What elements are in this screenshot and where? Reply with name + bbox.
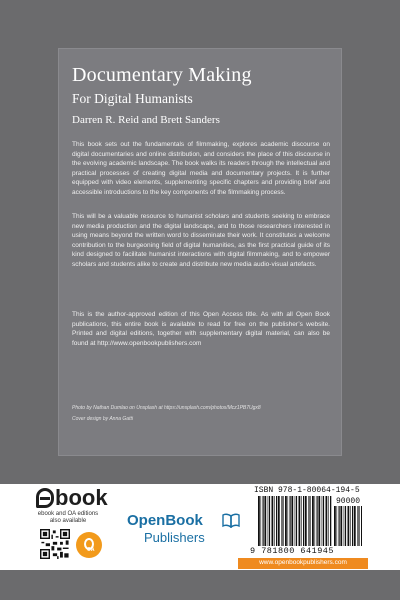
book-title: Documentary Making xyxy=(72,64,252,86)
ebook-logo xyxy=(36,487,108,509)
ebook-subtitle-1: ebook and OA editions xyxy=(37,511,99,517)
photo-credit: Photo by Nathan Dumlao on Unsplash at https://unsplash.com/photos/Mcz1PB7Ugx8 xyxy=(72,405,261,411)
website-link[interactable]: www.openbookpublishers.com xyxy=(259,559,347,566)
qr-code-icon xyxy=(40,529,70,559)
book-subtitle: For Digital Humanists xyxy=(72,91,193,106)
design-credit: Cover design by Anna Gatti xyxy=(72,416,133,422)
isbn-barcode-number: 9 781800 641945 xyxy=(250,546,335,556)
ebook-e-icon xyxy=(36,488,54,508)
publisher-subname: Publishers xyxy=(144,530,205,545)
ebook-label: book xyxy=(55,485,108,510)
ebook-subtitle-2: also available xyxy=(49,518,87,524)
blurb-paragraph-2: This will be a valuable resource to humanist scholars and students seeking to embrace new media production and the digital landscape, and to those researchers interested in using means beyond the written word to disseminate their work. It constitutes a welcome contribution to the burgeoning field of digital humanities, as the first practical guide of its kind designed to facilitate humanist interactions with digital filmmaking, and to empower scholars and students alike to create and distribute new media audio-visual artefacts. xyxy=(72,213,330,268)
barcode-addon-icon xyxy=(334,506,362,546)
open-book-icon xyxy=(222,513,240,528)
barcode-icon xyxy=(258,496,332,546)
isbn-text: ISBN 978-1-80064-194-5 xyxy=(254,486,360,495)
open-access-icon xyxy=(76,532,102,558)
blurb-paragraph-1: This book sets out the fundamentals of filmmaking, explores academic discourse on digital documentaries and online distribution, and considers the place of this discourse in the evolving academic landscape. The book walks its readers through the intellectual and practical processes of creating digital media and documentary projects. It is further equipped with video elements, supplementing specific chapters and providing brief and accessible introductions to the key components of the filmmaking process. xyxy=(72,141,330,196)
oa-label: OA xyxy=(87,547,95,553)
publisher-name: OpenBook xyxy=(127,512,203,529)
price-code: 90000 xyxy=(336,497,361,506)
book-authors: Darren R. Reid and Brett Sanders xyxy=(72,114,220,126)
blurb-paragraph-3: This is the author-approved edition of this Open Access title. As with all Open Book publications, this entire book is available to read for free on the publisher’s website. Printed and digital editions, together with supplementary digital material, can also be found at http://www.openbookpublishers.com xyxy=(72,311,330,347)
